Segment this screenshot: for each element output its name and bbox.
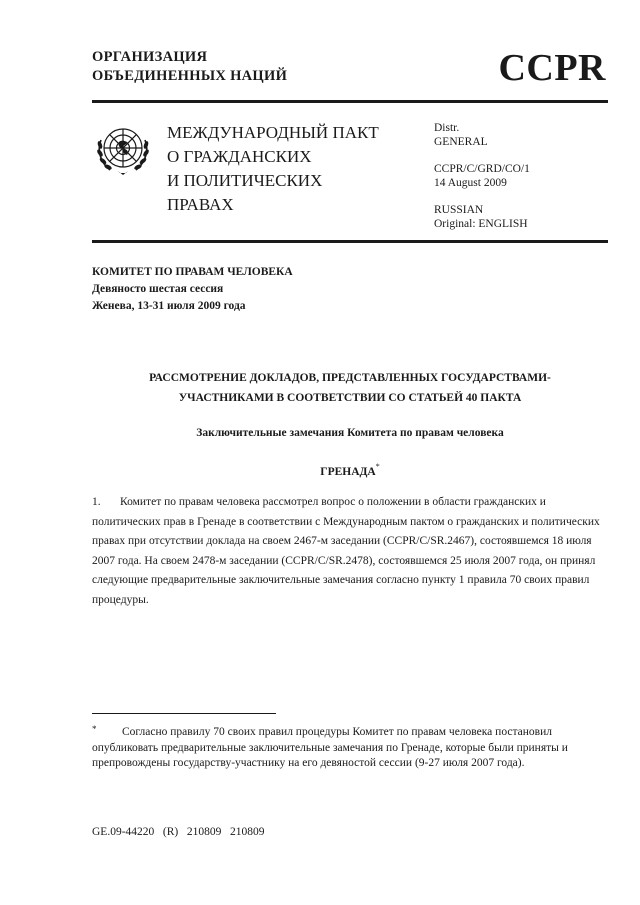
original-language: Original: ENGLISH (434, 218, 528, 230)
covenant-line-4: ПРАВАХ (167, 195, 234, 214)
paragraph-text: Комитет по правам человека рассмотрел вопрос о положении в области гражданских и политических прав в Гренаде в соответствии с Международным пактом о гражданских и политических правах при отсутствии доклада на своем 2467-м заседании (CCPR/C/SR.2467), состоявшемся 18 июля 2007 года. На своем 2478-м заседании (CCPR/C/SR.2478), состоявшемся 25 июля 2007 года, он принял следующие предварительные заключительные замечания согласно пункту 1 правила 70 своих правил процедуры. (92, 496, 600, 606)
header-top-rule (92, 100, 608, 103)
document-number: GE.09-44220 (R) 210809 210809 (92, 826, 265, 838)
main-heading-line-2: УЧАСТНИКАМИ В СООТВЕТСТВИИ СО СТАТЬЕЙ 40 ПАКТА (178, 392, 522, 404)
session-name: Девяносто шестая сессия (92, 283, 224, 295)
country-title (92, 459, 608, 480)
document-date: 14 August 2009 (434, 177, 507, 189)
country-name: ГРЕНАДА (320, 466, 376, 478)
paragraph-number: 1. (92, 496, 101, 508)
covenant-title (167, 121, 379, 217)
footnote (92, 722, 606, 772)
document-symbol: CCPR/C/GRD/CO/1 (434, 163, 530, 175)
covenant-line-2: О ГРАЖДАНСКИХ (167, 147, 312, 166)
org-line-2: ОБЪЕДИНЕННЫХ НАЦИЙ (92, 68, 288, 84)
distribution-block (434, 121, 530, 244)
subtitle: Заключительные замечания Комитета по правам человека (196, 427, 504, 439)
footnote-mark: * (92, 724, 97, 734)
footnote-rule (92, 713, 276, 714)
session-place-date: Женева, 13-31 июля 2009 года (92, 300, 246, 312)
footnote-ref: * (375, 462, 380, 471)
committee-name: КОМИТЕТ ПО ПРАВАМ ЧЕЛОВЕКА (92, 266, 293, 278)
covenant-line-3: И ПОЛИТИЧЕСКИХ (167, 171, 323, 190)
distr-general: GENERAL (434, 136, 488, 148)
header-bottom-rule (92, 240, 608, 243)
main-heading (92, 368, 608, 408)
document-code: CCPR (498, 47, 606, 89)
org-line-1: ОРГАНИЗАЦИЯ (92, 49, 208, 65)
covenant-line-1: МЕЖДУНАРОДНЫЙ ПАКТ (167, 123, 379, 142)
committee-block (92, 264, 293, 315)
document-language: RUSSIAN (434, 204, 484, 216)
un-emblem-icon (92, 118, 154, 180)
organization-name (92, 48, 287, 86)
main-heading-line-1: РАССМОТРЕНИЕ ДОКЛАДОВ, ПРЕДСТАВЛЕННЫХ ГОСУДАРСТВАМИ- (149, 372, 551, 384)
footnote-text: Согласно правилу 70 своих правил процедуры Комитет по правам человека постановил опубликовать предварительные заключительные замечания по Гренаде, которые были приняты и препровождены государству-участнику на его девяностой сессии (9-27 июля 2007 года). (92, 726, 568, 769)
distr-label: Distr. (434, 122, 460, 134)
paragraph-1 (92, 493, 606, 611)
